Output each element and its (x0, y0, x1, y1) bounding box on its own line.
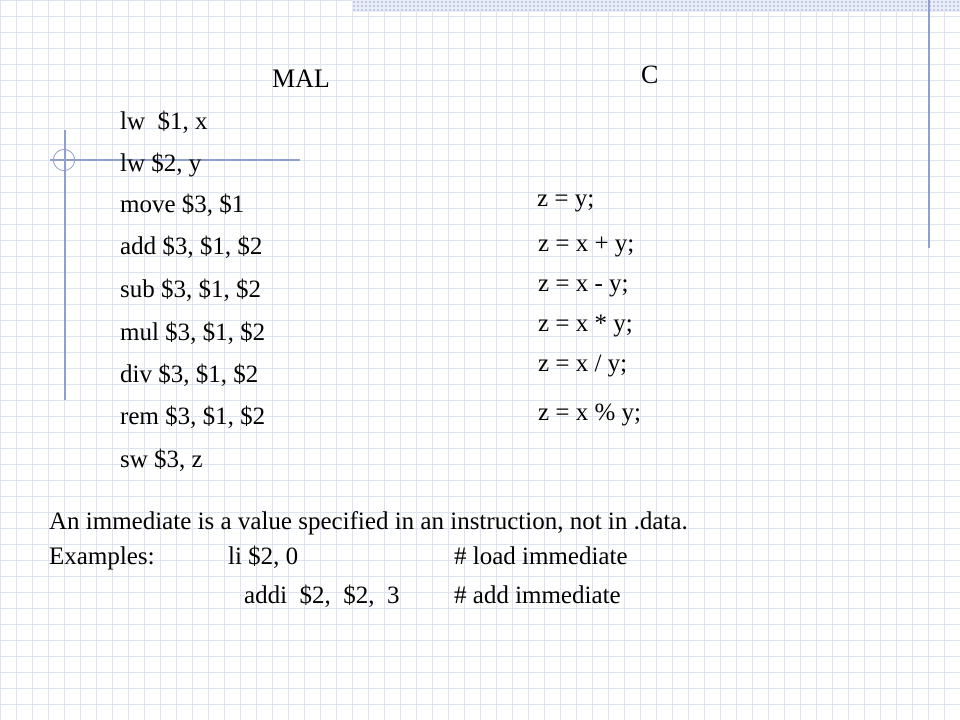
c-line: z = x / y; (538, 350, 628, 377)
c-line: z = x + y; (538, 230, 635, 257)
example-1-comment: # load immediate (454, 543, 628, 570)
mal-line: add $3, $1, $2 (120, 233, 263, 260)
mal-line: lw $1, x (120, 108, 208, 135)
mal-line: rem $3, $1, $2 (120, 403, 266, 430)
examples-label: Examples: (49, 543, 155, 570)
mal-line: sw $3, z (120, 446, 203, 473)
c-line: z = x - y; (538, 270, 629, 297)
mal-line: mul $3, $1, $2 (120, 319, 266, 346)
left-ring-ornament (53, 149, 75, 171)
example-2-comment: # add immediate (454, 582, 621, 609)
c-line: z = x % y; (538, 399, 641, 426)
top-dotted-band (352, 0, 960, 12)
c-line: z = x * y; (538, 310, 633, 337)
mal-line: lw $2, y (120, 150, 202, 177)
example-2-code: addi $2, $2, 3 (244, 582, 400, 609)
right-vertical-rule (928, 0, 930, 248)
c-column-header: C (641, 60, 659, 89)
c-line: z = y; (537, 185, 595, 212)
mal-column-header: MAL (272, 64, 330, 93)
mal-line: div $3, $1, $2 (120, 361, 259, 388)
immediate-definition: An immediate is a value specified in an instruction, not in .data. (49, 508, 688, 535)
example-1-code: li $2, 0 (228, 543, 299, 570)
mal-line: move $3, $1 (120, 191, 245, 218)
mal-line: sub $3, $1, $2 (120, 276, 261, 303)
